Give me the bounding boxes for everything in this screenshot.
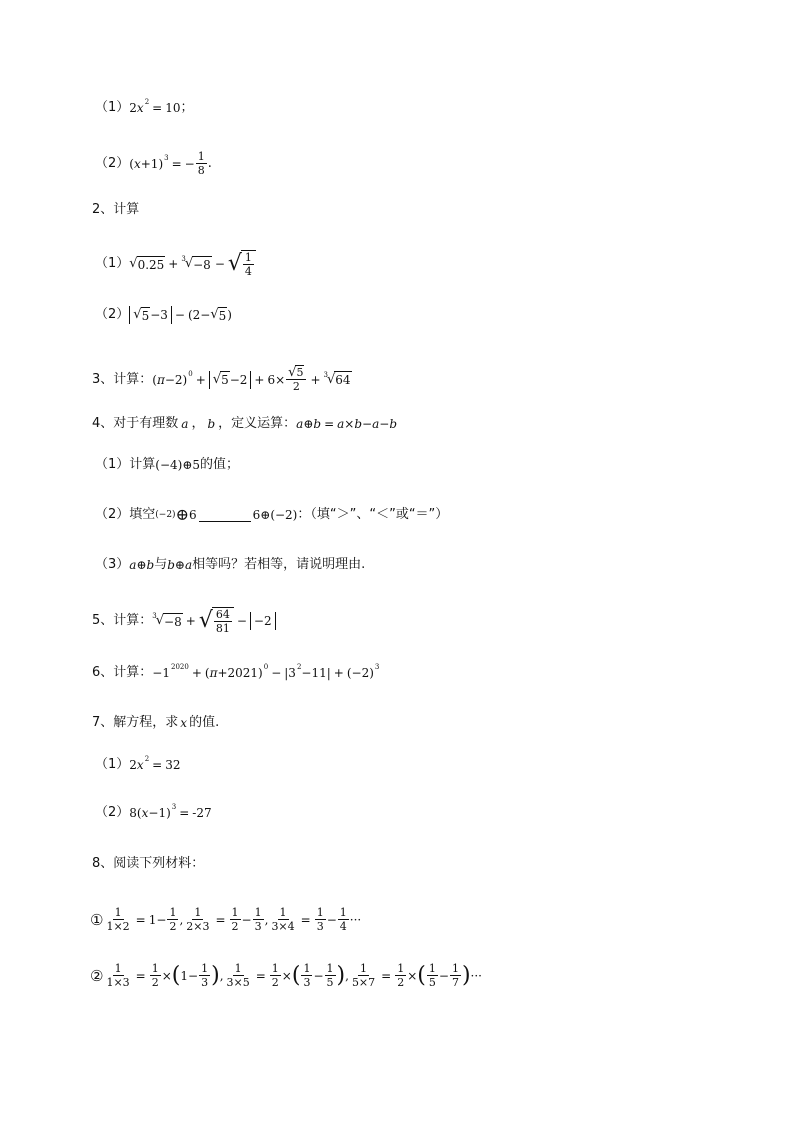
punct: ； [180,100,194,115]
label: （2） [95,805,130,820]
punct: . [207,155,212,171]
problem-3 [92,366,352,393]
label: （2）填空 [95,507,156,522]
expression: √ 0.25 + 3 √ −8 − √ $\frac{1}{4}$ [129,250,256,278]
problem-4-3 [95,557,365,573]
var-x: x [180,716,188,730]
label: （1） [95,100,130,115]
var-b: b [207,417,216,431]
expression-left: (−2) ⊕ 6 [155,505,197,524]
equation: 2 x 2 = 10 [129,98,181,115]
text: 的值. [189,715,220,730]
label: 6、计算： [92,665,153,680]
equation: 8( x −1) 3 = -27 [129,803,212,820]
material-1-expr: $\frac{1}{1\times 2}$ = 1− $\frac{1}{2}$ , $\frac{1}{2\times 3}$ = $\frac{1}{2}$ − $\frac{1}{3}$ , $\frac{1}{3\times 4}$ = $\frac{1}{3}$ − $\frac{1}{4}$ ··· [106,906,362,933]
problem-7 [92,715,219,731]
heading-2-text: 2、计算 [92,202,140,217]
label: 5、计算： [92,613,153,628]
desc: ，定义运算： [218,416,297,431]
problem-5 [92,607,276,635]
material-2-expr: $\frac{1}{1\times 3}$ = $\frac{1}{2}$ × ( 1− $\frac{1}{3}$ ) , $\frac{1}{3\times 5}$ = $\frac{1}{2}$ × ( $\frac{1}{3}$ − $\frac{1}{5}$ ) , $\frac{1}{5\times 7}$ = $\frac{1}{2}$ × ( $\frac{1}{5}$ − $\frac{1}{7}$ ) ··· [106,962,482,989]
label: 8、阅读下列材料： [92,856,205,871]
expression: 3 √ −8 + √ $\frac{64}{81}$ − −2 [152,607,275,635]
problem-7-1 [95,757,181,773]
circle-1: ① [90,910,104,929]
problem-1-1 [95,100,194,116]
problem-4-2 [95,507,448,523]
label: （1） [95,256,130,271]
problem-2-1 [95,250,256,278]
expression: √ 5 −3 − (2− √ 5 ) [129,306,232,324]
label: （2） [95,155,130,171]
problem-4-1 [95,457,239,473]
heading-2 [92,202,139,218]
problem-6 [92,665,379,681]
label: 4、对于有理数 [92,416,179,431]
label: （2） [95,307,130,322]
expression-right: 6⊕(−2) [252,508,298,522]
circle-2: ② [90,966,104,985]
text-mid: 与 [154,557,168,572]
label: （1） [95,757,130,772]
definition: a ⊕ b = a × b − a − b [296,417,397,431]
sep: ， [191,416,205,431]
label: （1）计算 [95,457,156,472]
problem-2-2 [95,306,232,324]
material-2 [90,962,482,989]
equation: ( x +1) 3 = − $\frac{1}{8}$ [129,150,205,177]
label: 7、解方程，求 [92,715,179,730]
text: ：（填“＞”、“＜”或“＝”） [297,507,449,522]
expr-ba: b ⊕ a [167,558,193,572]
equation: 2 x 2 = 32 [129,755,181,772]
answer-blank[interactable] [199,509,251,522]
expr-ab: a ⊕ b [129,558,155,572]
problem-4 [92,416,397,432]
text: 的值； [200,457,240,472]
expression: (−4)⊕5 [155,458,201,472]
problem-1-2 [95,150,212,177]
material-1 [90,906,361,933]
label: （3） [95,557,130,572]
problem-8 [92,856,204,872]
expression: ( π −2) 0 + √ 5 −2 + 6× $\frac{√5}{2}$ + 3 √ 64 [152,365,351,393]
problem-7-2 [95,805,212,821]
var-a: a [181,417,189,431]
label: 3、计算： [92,371,153,387]
expression: −1 2020 + ( π +2021) 0 − |3 2 −11| + (−2) 3 [152,663,380,680]
text-end: 相等吗？若相等，请说明理由. [192,557,366,572]
